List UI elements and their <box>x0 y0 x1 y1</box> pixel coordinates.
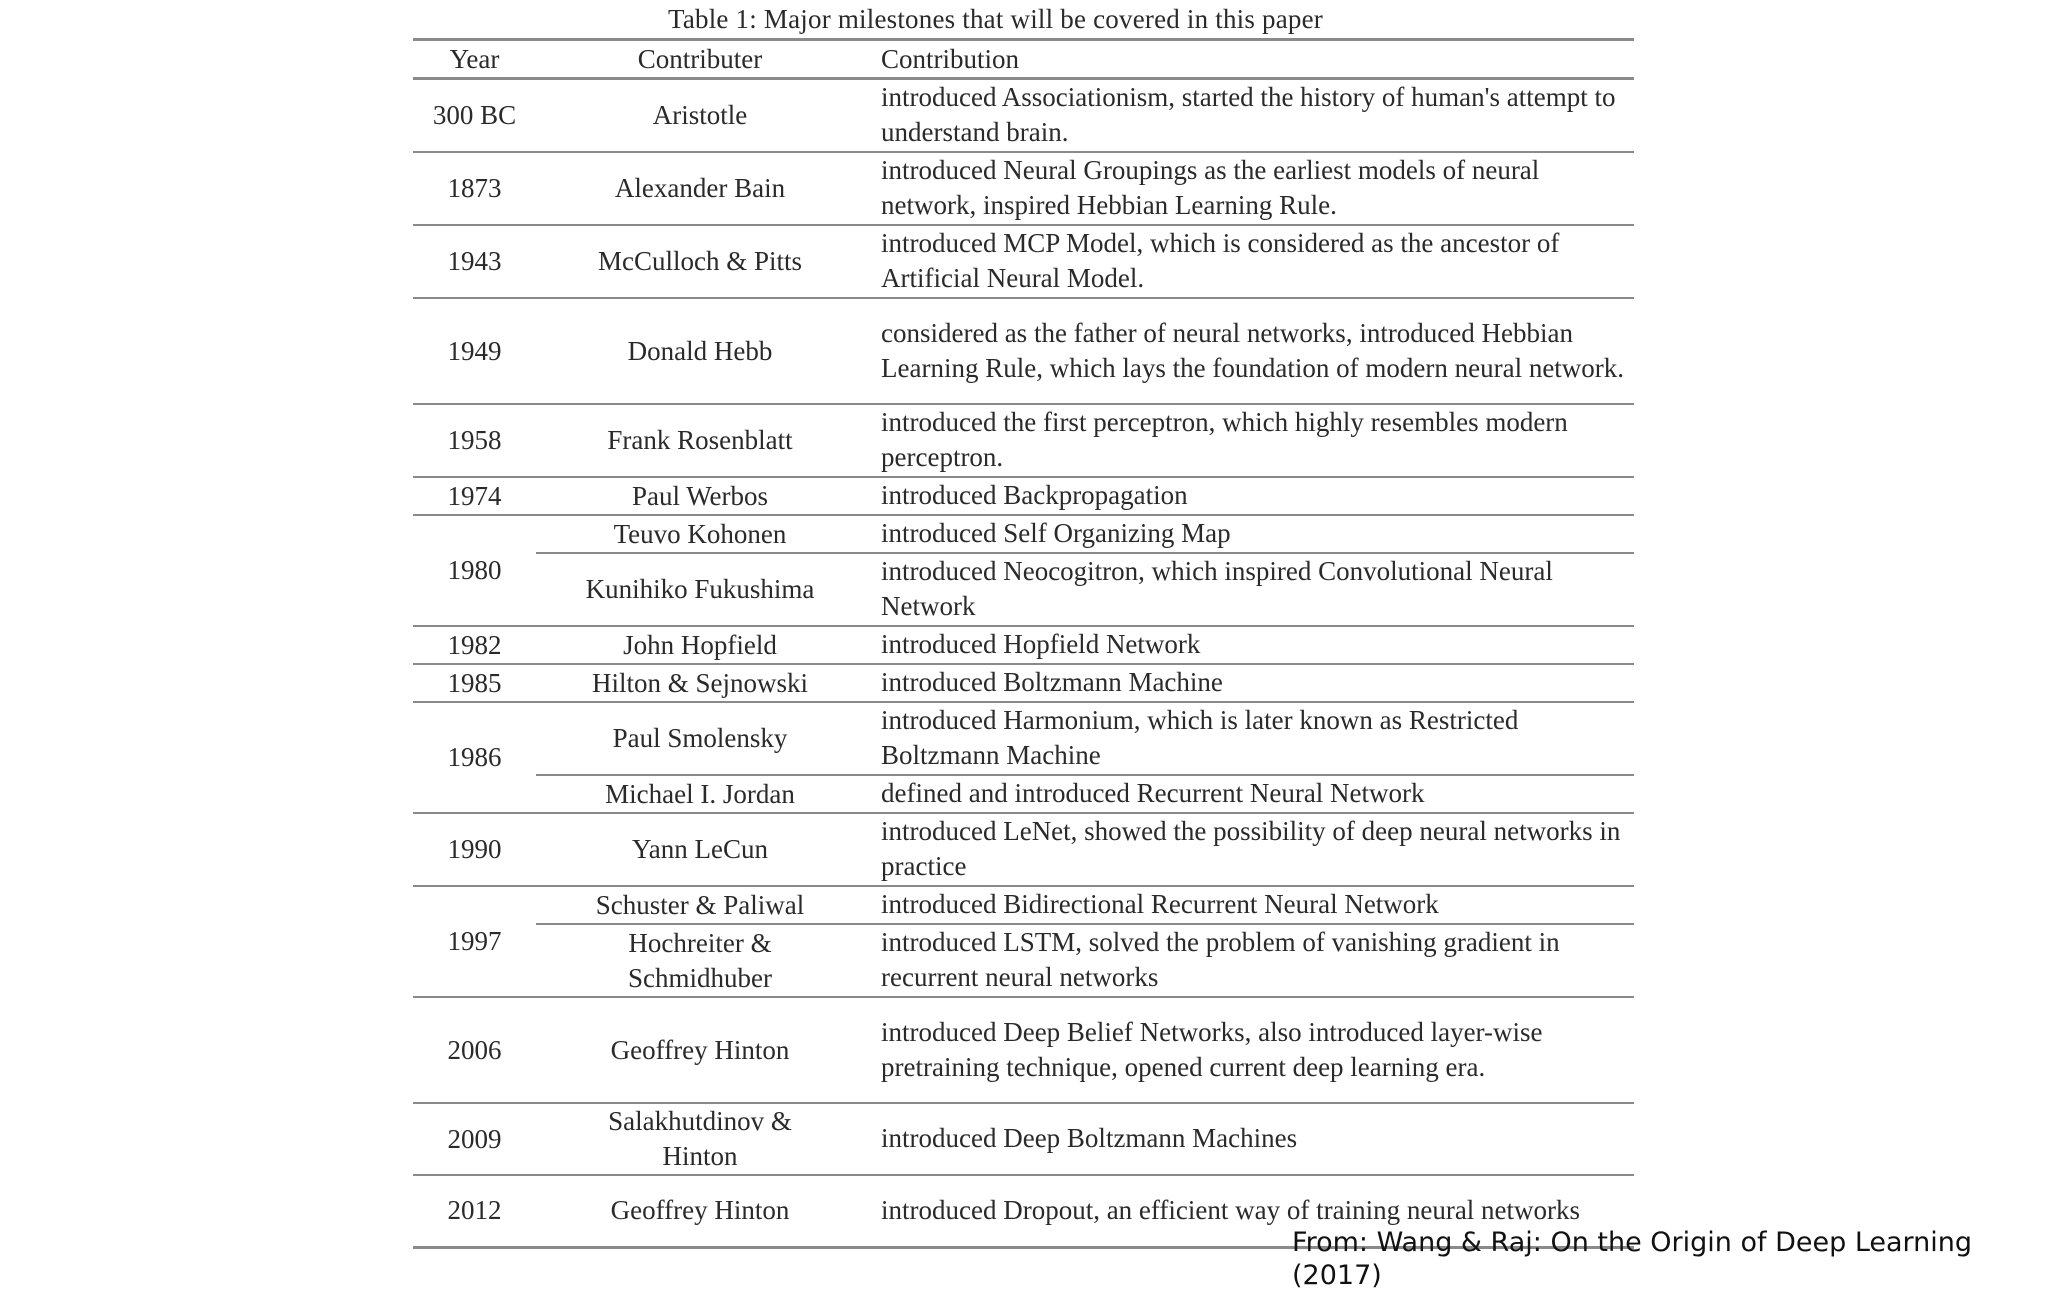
table-row <box>413 664 1634 702</box>
year-cell: 1958 <box>413 404 536 477</box>
year-cell: 1985 <box>413 664 536 702</box>
table-row <box>413 298 1634 404</box>
table-row <box>413 225 1634 298</box>
milestones-table <box>413 38 1634 1249</box>
table-row <box>413 515 1634 553</box>
contribution-cell: introduced Associationism, started the history of human's attempt to understand brain. <box>881 82 1616 147</box>
contribution-cell: introduced LSTM, solved the problem of vanishing gradient in recurrent neural networks <box>864 924 1634 997</box>
contribution-cell: defined and introduced Recurrent Neural Network <box>864 775 1634 813</box>
year-cell: 1943 <box>413 225 536 298</box>
year-cell: 2012 <box>413 1175 536 1247</box>
year-cell: 1949 <box>413 298 536 404</box>
table-row <box>413 1103 1634 1175</box>
header-contributor: Contributer <box>536 40 864 79</box>
year-cell: 1980 <box>413 515 536 626</box>
table-caption-text: Table 1: Major milestones that will be covered in this paper <box>668 4 1323 34</box>
year-cell: 2009 <box>413 1103 536 1175</box>
contribution-cell: introduced Bidirectional Recurrent Neural Network <box>864 886 1634 924</box>
contribution-cell: introduced Harmonium, which is later known as Restricted Boltzmann Machine <box>864 702 1634 775</box>
table-row <box>413 813 1634 886</box>
table-row <box>413 152 1634 225</box>
contributor-cell: Alexander Bain <box>536 152 864 225</box>
contributor-cell: Michael I. Jordan <box>536 775 864 813</box>
contributor-cell: McCulloch & Pitts <box>536 225 864 298</box>
table-row <box>413 553 1634 626</box>
year-cell: 1997 <box>413 886 536 997</box>
table-row <box>413 775 1634 813</box>
table-caption <box>413 4 1634 35</box>
year-cell: 1986 <box>413 702 536 813</box>
contribution-cell: introduced LeNet, showed the possibility of deep neural networks in practice <box>864 813 1634 886</box>
table-row <box>413 886 1634 924</box>
table-row <box>413 79 1634 153</box>
contributor-cell: Geoffrey Hinton <box>536 997 864 1103</box>
contribution-cell: introduced the first perceptron, which highly resembles modern perceptron. <box>864 404 1634 477</box>
source-credit: From: Wang & Raj: On the Origin of Deep Learning (2017) <box>1292 1227 1973 1291</box>
contribution-cell: introduced Neocogitron, which inspired Convolutional Neural Network <box>864 553 1634 626</box>
contributor-cell: Paul Smolensky <box>536 702 864 775</box>
table-row <box>413 702 1634 775</box>
contribution-cell: introduced MCP Model, which is considered as the ancestor of Artificial Neural Model. <box>864 225 1634 298</box>
table-row <box>413 626 1634 664</box>
contribution-cell: considered as the father of neural networks, introduced Hebbian Learning Rule, which lays the foundation of modern neural network. <box>864 298 1634 404</box>
contribution-cell: introduced Dropout, an efficient way of training neural networks <box>864 1175 1634 1247</box>
table-row <box>413 997 1634 1103</box>
year-cell: 1982 <box>413 626 536 664</box>
contributor-cell: Kunihiko Fukushima <box>536 553 864 626</box>
header-year: Year <box>413 40 536 79</box>
contributor-cell: Frank Rosenblatt <box>536 404 864 477</box>
contributor-cell: Geoffrey Hinton <box>536 1175 864 1247</box>
contribution-cell: introduced Neural Groupings as the earliest models of neural network, inspired Hebbian Learning Rule. <box>864 152 1634 225</box>
contribution-cell: introduced Self Organizing Map <box>864 515 1634 553</box>
contributor-cell: Paul Werbos <box>536 477 864 515</box>
year-cell: 1873 <box>413 152 536 225</box>
table-row <box>413 477 1634 515</box>
contributor-cell: Schuster & Paliwal <box>536 886 864 924</box>
contributor-cell: Hilton & Sejnowski <box>536 664 864 702</box>
contributor-cell: Hochreiter & Schmidhuber <box>536 924 864 997</box>
contributor-cell: Salakhutdinov & Hinton <box>536 1103 864 1175</box>
year-cell: 2006 <box>413 997 536 1103</box>
contributor-cell: Yann LeCun <box>536 813 864 886</box>
year-cell: 1990 <box>413 813 536 886</box>
contributor-cell: John Hopfield <box>536 626 864 664</box>
contribution-cell: introduced Deep Belief Networks, also introduced layer-wise pretraining technique, opened current deep learning era. <box>864 997 1634 1103</box>
table-row <box>413 404 1634 477</box>
contributor-cell: Donald Hebb <box>536 298 864 404</box>
year-cell: 1974 <box>413 477 536 515</box>
header-contribution: Contribution <box>864 40 1634 79</box>
year-cell: 300 BC <box>432 100 517 130</box>
table-header-row <box>413 40 1634 79</box>
contribution-cell: introduced Backpropagation <box>864 477 1634 515</box>
table-row <box>413 924 1634 997</box>
contribution-cell: introduced Hopfield Network <box>864 626 1634 664</box>
contributor-cell: Teuvo Kohonen <box>536 515 864 553</box>
contribution-cell: introduced Boltzmann Machine <box>864 664 1634 702</box>
contributor-cell: Aristotle <box>652 100 748 130</box>
contribution-cell: introduced Deep Boltzmann Machines <box>864 1103 1634 1175</box>
